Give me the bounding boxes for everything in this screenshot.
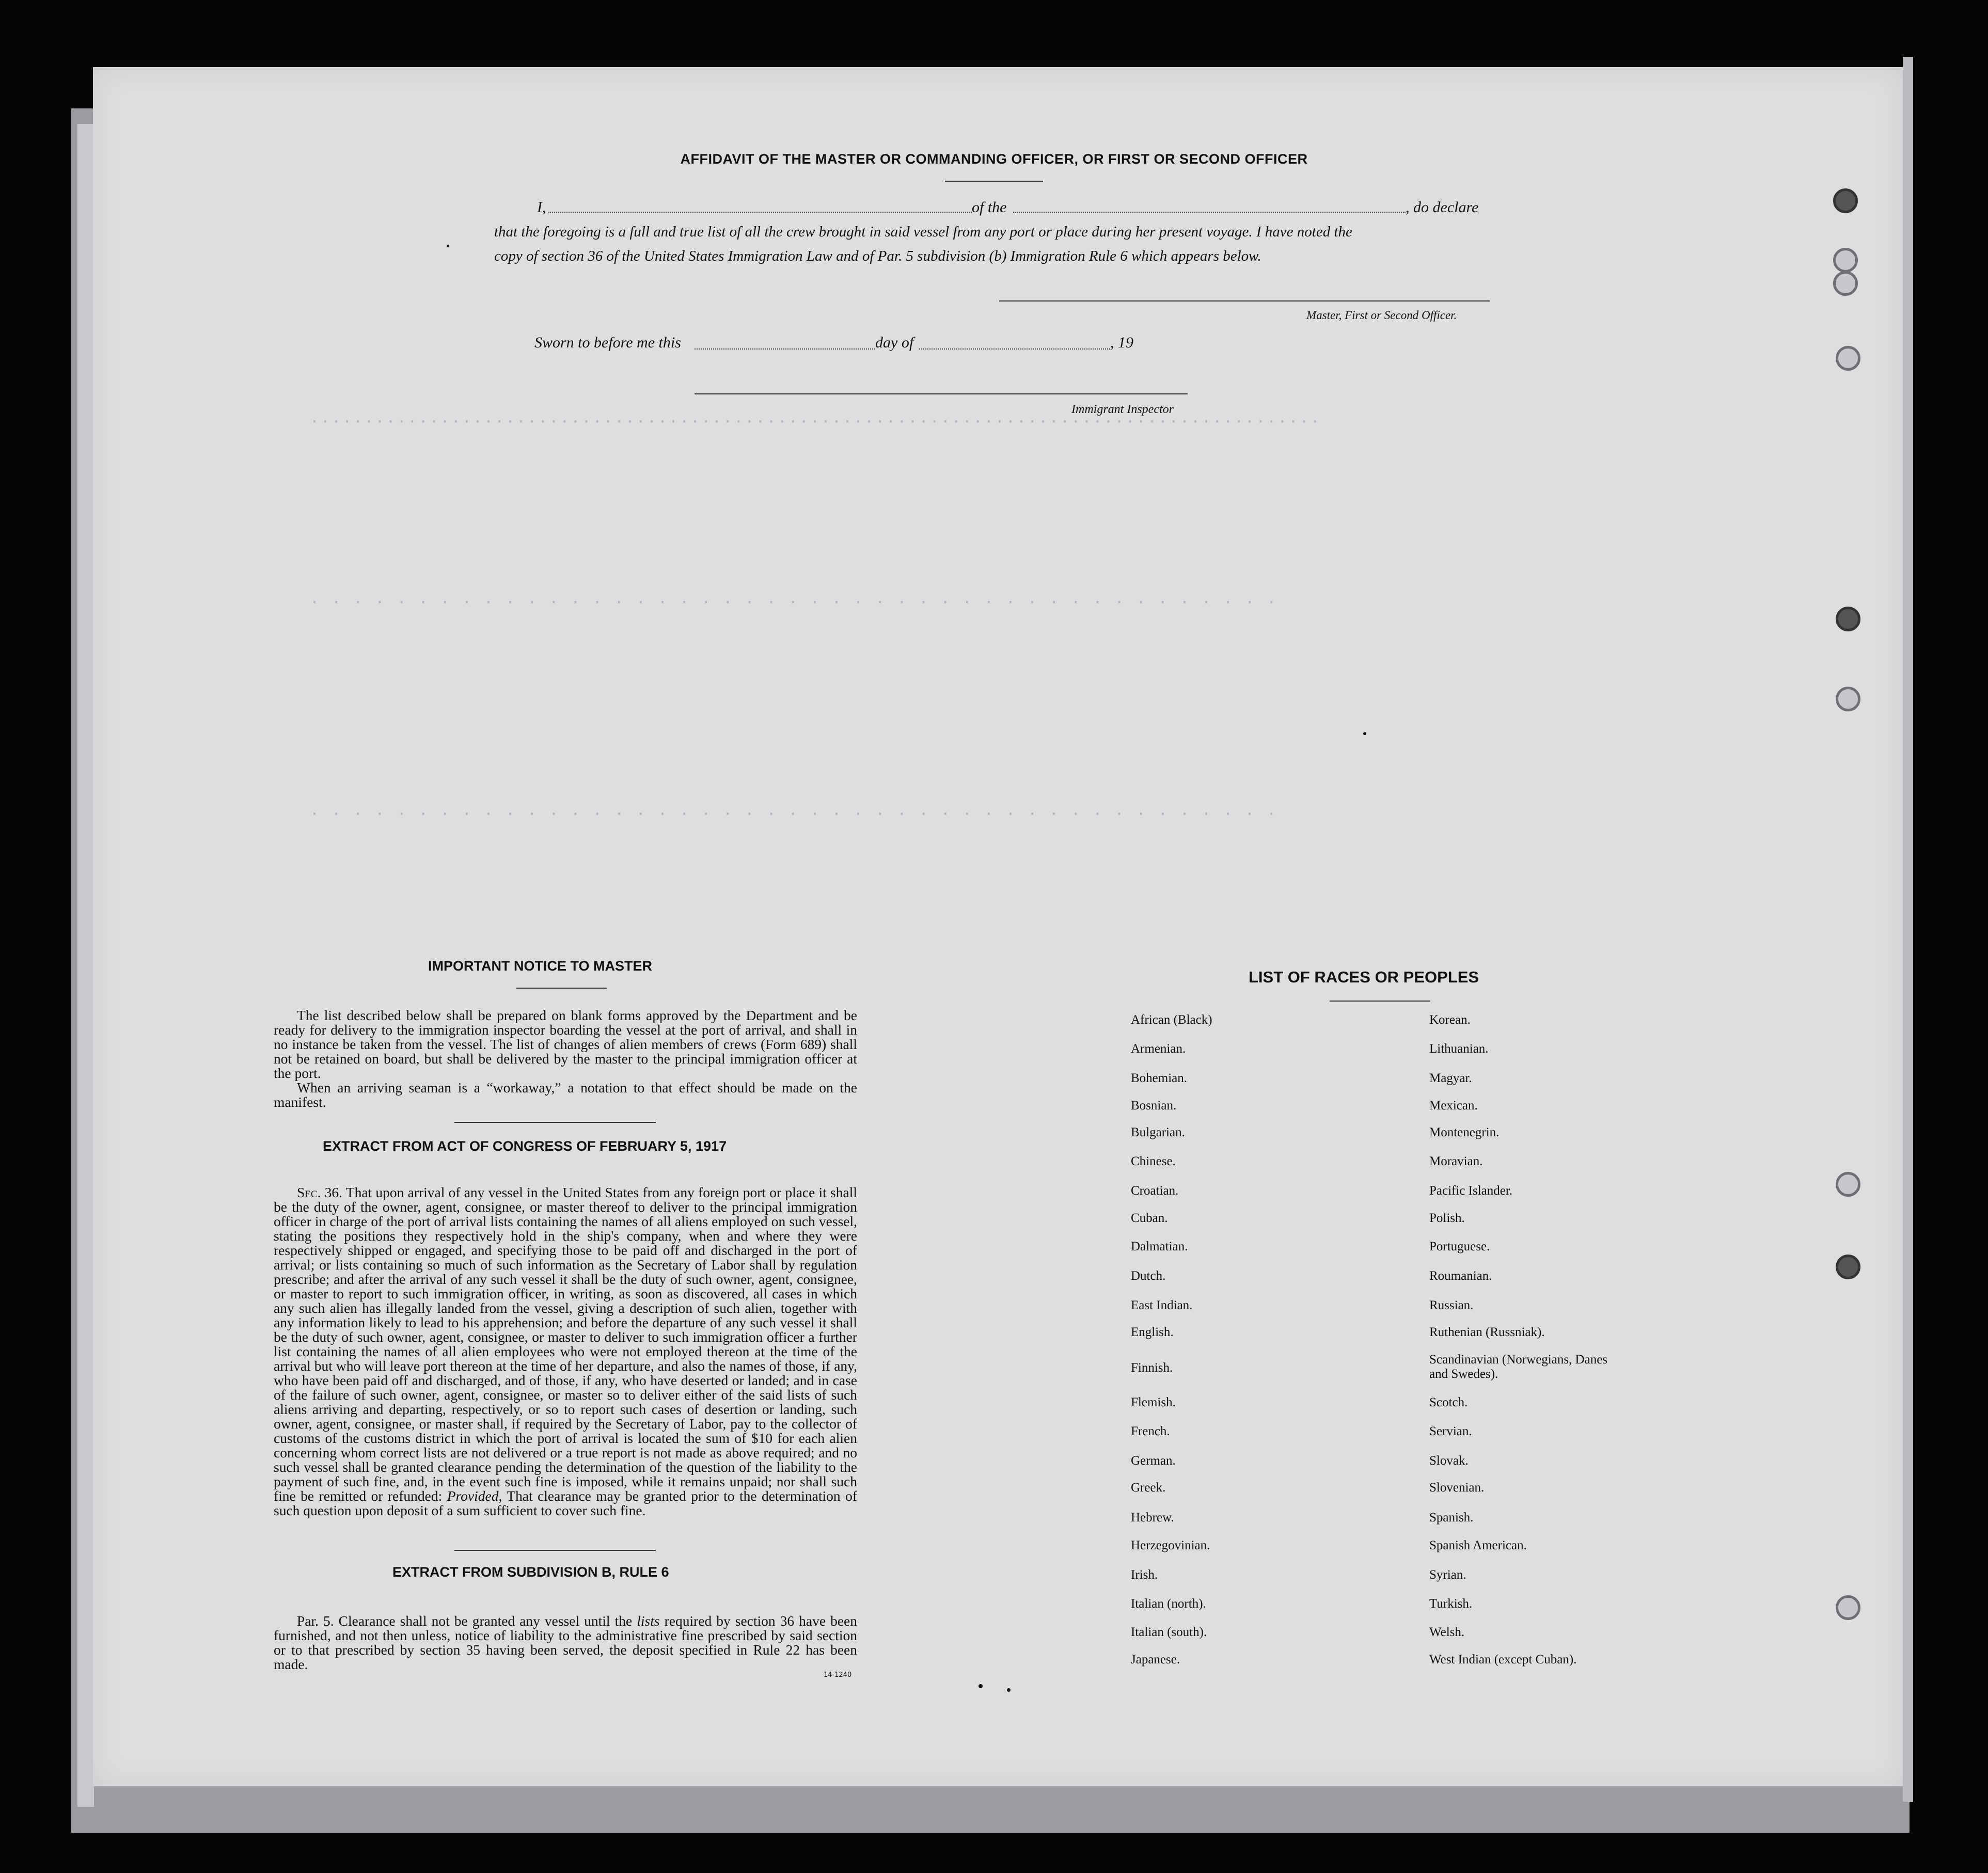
- race-item: Croatian.: [1131, 1184, 1179, 1198]
- race-item: Magyar.: [1429, 1071, 1472, 1085]
- races-title: LIST OF RACES OR PEOPLES: [1249, 968, 1479, 986]
- punch-hole: [1836, 346, 1860, 371]
- punch-hole: [1833, 188, 1858, 213]
- race-item: Moravian.: [1429, 1154, 1483, 1168]
- race-item: Greek.: [1131, 1481, 1166, 1495]
- ink-speck: [1363, 732, 1366, 735]
- race-item: Spanish American.: [1429, 1538, 1527, 1552]
- affidavit-of-the: of the: [972, 199, 1007, 216]
- bleed-through-row: · · · · · · · · · · · · · · · · · · · · · · · · · · · · · · · · · · · · · · · · · · · · ·: [310, 805, 1278, 823]
- race-item: Turkish.: [1429, 1597, 1473, 1611]
- extract-rule-text-a: Par. 5. Clearance shall not be granted any vessel until the: [297, 1613, 633, 1629]
- punch-hole: [1836, 1255, 1860, 1279]
- notice-para2: When an arriving seaman is a “workaway,” a notation to that effect should be made on the manifest.: [274, 1080, 857, 1110]
- page-left-edge: [77, 124, 94, 1807]
- extract-act-text-end: That clearance may be granted prior to the determination of such question upon deposit of a sum sufficient to cover such fine.: [274, 1488, 857, 1518]
- extract-rule-text-b: required by section 36 have been furnished, and not then unless, notice of liability to the administrative fine prescribed by said section or to that prescribed by section 35 having been served, the deposit specified in Rule 22 has been made.: [274, 1613, 858, 1672]
- race-item: Japanese.: [1131, 1653, 1180, 1666]
- race-item: Montenegrin.: [1429, 1125, 1500, 1139]
- punch-hole: [1833, 271, 1858, 296]
- notice-end-rule: [454, 1122, 656, 1123]
- extract-act-end-rule: [454, 1550, 656, 1551]
- race-item: Polish.: [1429, 1211, 1465, 1225]
- race-item: Russian.: [1429, 1298, 1474, 1312]
- race-item: Spanish.: [1429, 1511, 1474, 1525]
- lists-word: lists: [637, 1613, 660, 1629]
- notice-body: [274, 1008, 857, 1109]
- form-number: 14-1240: [824, 1671, 852, 1679]
- punch-hole: [1836, 1172, 1860, 1197]
- race-item: Dutch.: [1131, 1269, 1166, 1283]
- notice-title: IMPORTANT NOTICE TO MASTER: [428, 958, 652, 974]
- inspector-label: Immigrant Inspector: [1071, 403, 1174, 416]
- extract-rule-body: [274, 1614, 857, 1672]
- races-title-rule: [1330, 1001, 1430, 1002]
- race-item: Roumanian.: [1429, 1269, 1492, 1283]
- notice-para1: The list described below shall be prepared on blank forms approved by the Department and be ready for delivery to the immigration inspector boarding the vessel at the port of arrival, and shall in no instance be taken from the vessel. The list of changes of alien members of crews (Form 689) shall not be retained on board, but shall be delivered by the master to the principal immigration officer at the port.: [274, 1007, 857, 1081]
- document-page: [93, 67, 1903, 1786]
- race-item: French.: [1131, 1424, 1170, 1438]
- race-item: Lithuanian.: [1429, 1042, 1489, 1056]
- notice-title-rule: [516, 988, 607, 989]
- race-item: Ruthenian (Russniak).: [1429, 1325, 1545, 1339]
- race-item: Finnish.: [1131, 1361, 1173, 1375]
- race-item: African (Black): [1131, 1013, 1212, 1027]
- punch-hole: [1836, 687, 1860, 711]
- race-item: Chinese.: [1131, 1154, 1176, 1168]
- race-item: German.: [1131, 1454, 1176, 1468]
- master-name-field[interactable]: [548, 212, 972, 213]
- race-item: Mexican.: [1429, 1099, 1478, 1113]
- race-item: Cuban.: [1131, 1211, 1168, 1225]
- inspector-signature-line[interactable]: [695, 393, 1188, 394]
- master-signature-line[interactable]: [999, 300, 1490, 301]
- race-item: Bohemian.: [1131, 1071, 1188, 1085]
- race-item: Servian.: [1429, 1424, 1472, 1438]
- punch-hole: [1836, 607, 1860, 631]
- vessel-name-field[interactable]: [1013, 212, 1406, 213]
- affidavit-line3: copy of section 36 of the United States Immigration Law and of Par. 5 subdivision (b) Immigration Rule 6 which appears below.: [494, 248, 1261, 264]
- day-of-label: day of: [875, 334, 914, 351]
- race-item: English.: [1131, 1325, 1174, 1339]
- race-item: Portuguese.: [1429, 1240, 1490, 1253]
- race-item: Herzegovinian.: [1131, 1538, 1210, 1552]
- race-item: Slovak.: [1429, 1454, 1469, 1468]
- page-right-edge: [1903, 57, 1913, 1802]
- race-item: Pacific Islander.: [1429, 1184, 1513, 1198]
- extract-act-body: [274, 1185, 857, 1518]
- sworn-day-field[interactable]: [695, 348, 875, 350]
- race-item: Dalmatian.: [1131, 1240, 1188, 1253]
- punch-hole: [1836, 1595, 1860, 1620]
- extract-rule-title: EXTRACT FROM SUBDIVISION B, RULE 6: [392, 1564, 669, 1580]
- race-item: Slovenian.: [1429, 1481, 1485, 1495]
- affidavit-title-rule: [945, 181, 1043, 182]
- provided-word: Provided,: [447, 1488, 502, 1504]
- race-item: East Indian.: [1131, 1298, 1193, 1312]
- year-label: , 19: [1110, 334, 1133, 351]
- race-item: Armenian.: [1131, 1042, 1186, 1056]
- race-item: Bulgarian.: [1131, 1125, 1185, 1139]
- affidavit-title: AFFIDAVIT OF THE MASTER OR COMMANDING OFFICER, OR FIRST OR SECOND OFFICER: [680, 151, 1308, 167]
- ink-speck: [447, 245, 449, 247]
- bleed-through-row: · · · · · · · · · · · · · · · · · · · · · · · · · · · · · · · · · · · · · · · · · · · · ·: [310, 594, 1278, 612]
- affidavit-i: I,: [537, 199, 546, 216]
- race-item: Flemish.: [1131, 1395, 1176, 1409]
- race-item: Bosnian.: [1131, 1099, 1177, 1113]
- race-item: Scandinavian (Norwegians, Danes and Swedes).: [1429, 1353, 1608, 1381]
- ink-speck: [1007, 1688, 1011, 1692]
- race-item: Syrian.: [1429, 1568, 1466, 1582]
- sworn-label: Sworn to before me this: [534, 334, 681, 351]
- race-item: Irish.: [1131, 1568, 1158, 1582]
- race-item: Hebrew.: [1131, 1511, 1174, 1525]
- sworn-month-field[interactable]: [919, 348, 1110, 350]
- race-item: Scotch.: [1429, 1395, 1468, 1409]
- affidavit-line2: that the foregoing is a full and true list of all the crew brought in said vessel from any port or place during her present voyage. I have noted the: [494, 224, 1352, 240]
- extract-act-text: That upon arrival of any vessel in the United States from any foreign port or place it shall be the duty of the owner, agent, consignee, or master thereof to deliver to the principal immigration officer in charge of the port of arrival lists containing the names of all aliens employed on such vessel, stating the positions they respectively hold in the ship's company, when and where they were respectively shipped or engaged, and specifying those to be paid off and discharged in the port of arrival; or lists containing so much of such information as the Secretary of Labor shall by regulation prescribe; and after the arrival of any such vessel it shall be the duty of such owner, agent, consignee, or master to report to such immigration officer, in writing, as soon as discovered, all cases in which any such alien has illegally landed from the vessel, giving a description of such alien, together with any information likely to lead to his apprehension; and before the departure of any such vessel it shall be the duty of such owner, agent, consignee, or master to deliver to such immigration officer a further list containing the names of all alien employees who were not employed thereon at the time of the arrival but who will leave port thereon at the time of her departure, and also the names of those, if any, who have been paid off and discharged, and of those, if any, who have deserted or landed; and in case of the failure of such owner, agent, consignee, or master so to deliver either of the said lists of such aliens arriving and departing, respectively, or so to report such cases of desertion or landing, such owner, agent, consignee, or master shall, if required by the Secretary of Labor, pay to the collector of customs of the customs district in which the port of arrival is located the sum of $10 for each alien concerning whom correct lists are not delivered or a true report is not made as above required; and no such vessel shall be granted clearance pending the determination of the question of the liability to the payment of such fine, and, in the event such fine is imposed, while it remains unpaid; nor shall such fine be remitted or refunded:: [274, 1184, 857, 1504]
- affidavit-declare: , do declare: [1406, 199, 1479, 216]
- master-signature-label: Master, First or Second Officer.: [1306, 309, 1457, 322]
- extract-act-title: EXTRACT FROM ACT OF CONGRESS OF FEBRUARY 5, 1917: [323, 1138, 727, 1154]
- race-item: Korean.: [1429, 1013, 1471, 1027]
- ink-speck: [979, 1684, 983, 1688]
- race-item: Italian (north).: [1131, 1597, 1206, 1611]
- punch-hole: [1833, 248, 1858, 273]
- race-item: Italian (south).: [1131, 1625, 1207, 1639]
- sec-label: Sec. 36.: [297, 1184, 343, 1200]
- bleed-through-row: ·····························································································: [310, 413, 1321, 431]
- race-item: West Indian (except Cuban).: [1429, 1653, 1577, 1666]
- race-item: Welsh.: [1429, 1625, 1465, 1639]
